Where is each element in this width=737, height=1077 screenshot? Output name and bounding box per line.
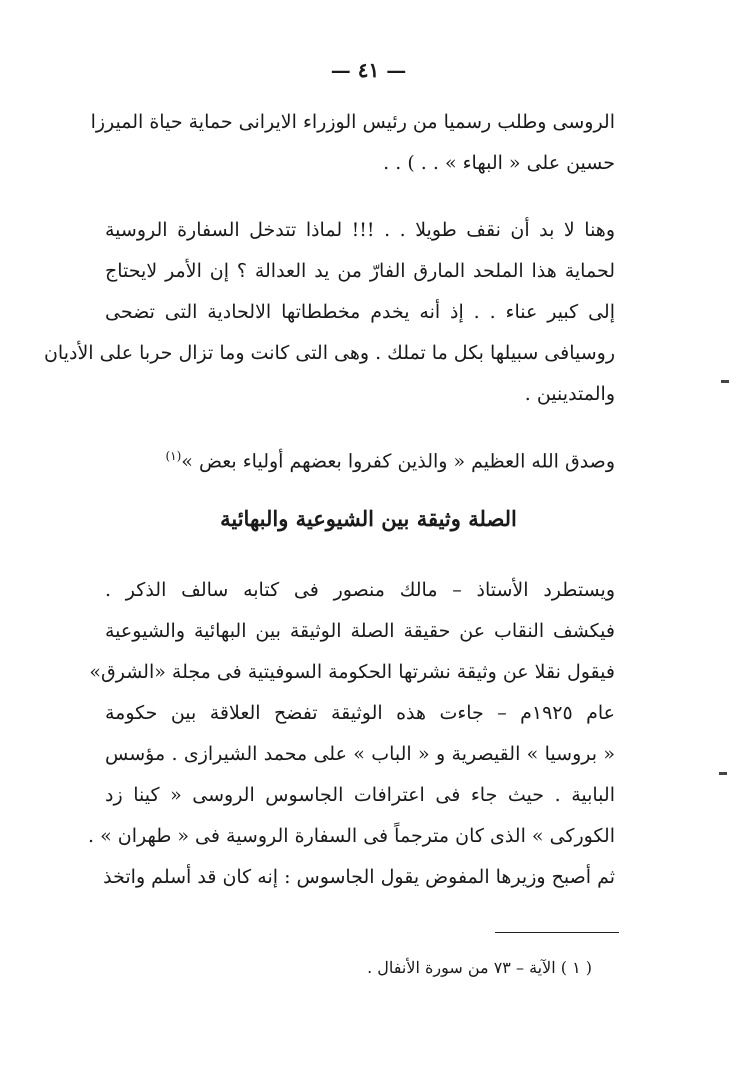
- paragraph-3: [105, 436, 615, 482]
- text-line: لحماية هذا الملحد المارق الفارّ من يد العدالة ؟ إن الأمر لايحتاج: [105, 260, 615, 282]
- scan-artifact-mark: [719, 772, 727, 775]
- scan-artifact-mark: [721, 380, 729, 383]
- page-number: — ٤١ —: [330, 58, 407, 82]
- text-line: روسيافى سبيلها بكل ما تملك . وهى التى كانت وما تزال حربا على الأديان: [43, 342, 615, 364]
- paragraph-4: [88, 570, 615, 898]
- text-line: ثم أصبح وزيرها المفوض يقول الجاسوس : إنه كان قد أسلم واتخذ: [103, 866, 615, 888]
- text-line: إلى كبير عناء . . إذ أنه يخدم مخططاتها الالحادية التى تضحى: [105, 301, 615, 323]
- text-line: وهنا لا بد أن نقف طويلا . . !!! لماذا تتدخل السفارة الروسية: [105, 219, 615, 241]
- text-line: ويستطرد الأستاذ – مالك منصور فى كتابه سالف الذكر .: [105, 579, 615, 601]
- text-line: « بروسيا » القيصرية و « الباب » على محمد الشيرازى . مؤسس: [105, 743, 615, 765]
- section-heading: الصلة وثيقة بين الشيوعية والبهائية: [220, 506, 517, 531]
- text-line: الروسى وطلب رسميا من رئيس الوزراء الايرانى حماية حياة الميرزا: [90, 111, 615, 133]
- paragraph-2: [43, 210, 615, 415]
- quote-text: وصدق الله العظيم « والذين كفروا بعضهم أولياء بعض »: [181, 450, 615, 473]
- text-line: الكوركى » الذى كان مترجماً فى السفارة الروسية فى « طهران » .: [88, 825, 615, 847]
- footnote: ( ١ ) الآية – ٧٣ من سورة الأنفال .: [367, 958, 592, 977]
- text-line: فيقول نقلا عن وثيقة نشرتها الحكومة السوفيتية فى مجلة «الشرق»: [89, 661, 615, 683]
- quran-quote-line: [105, 436, 615, 482]
- text-line: حسين على « البهاء » . . ) . .: [383, 152, 615, 174]
- text-line: والمتدينين .: [524, 383, 615, 405]
- footnote-marker: (١): [165, 449, 182, 463]
- text-line: البابية . حيث جاء فى اعترافات الجاسوس الروسى « كينا زد: [105, 784, 615, 806]
- footnote-divider: [495, 932, 619, 933]
- paragraph-1: [90, 102, 615, 184]
- text-line: عام ١٩٢٥م – جاءت هذه الوثيقة تفضح العلاقة بين حكومة: [105, 702, 615, 724]
- text-line: فيكشف النقاب عن حقيقة الصلة الوثيقة بين البهائية والشيوعية: [105, 620, 615, 642]
